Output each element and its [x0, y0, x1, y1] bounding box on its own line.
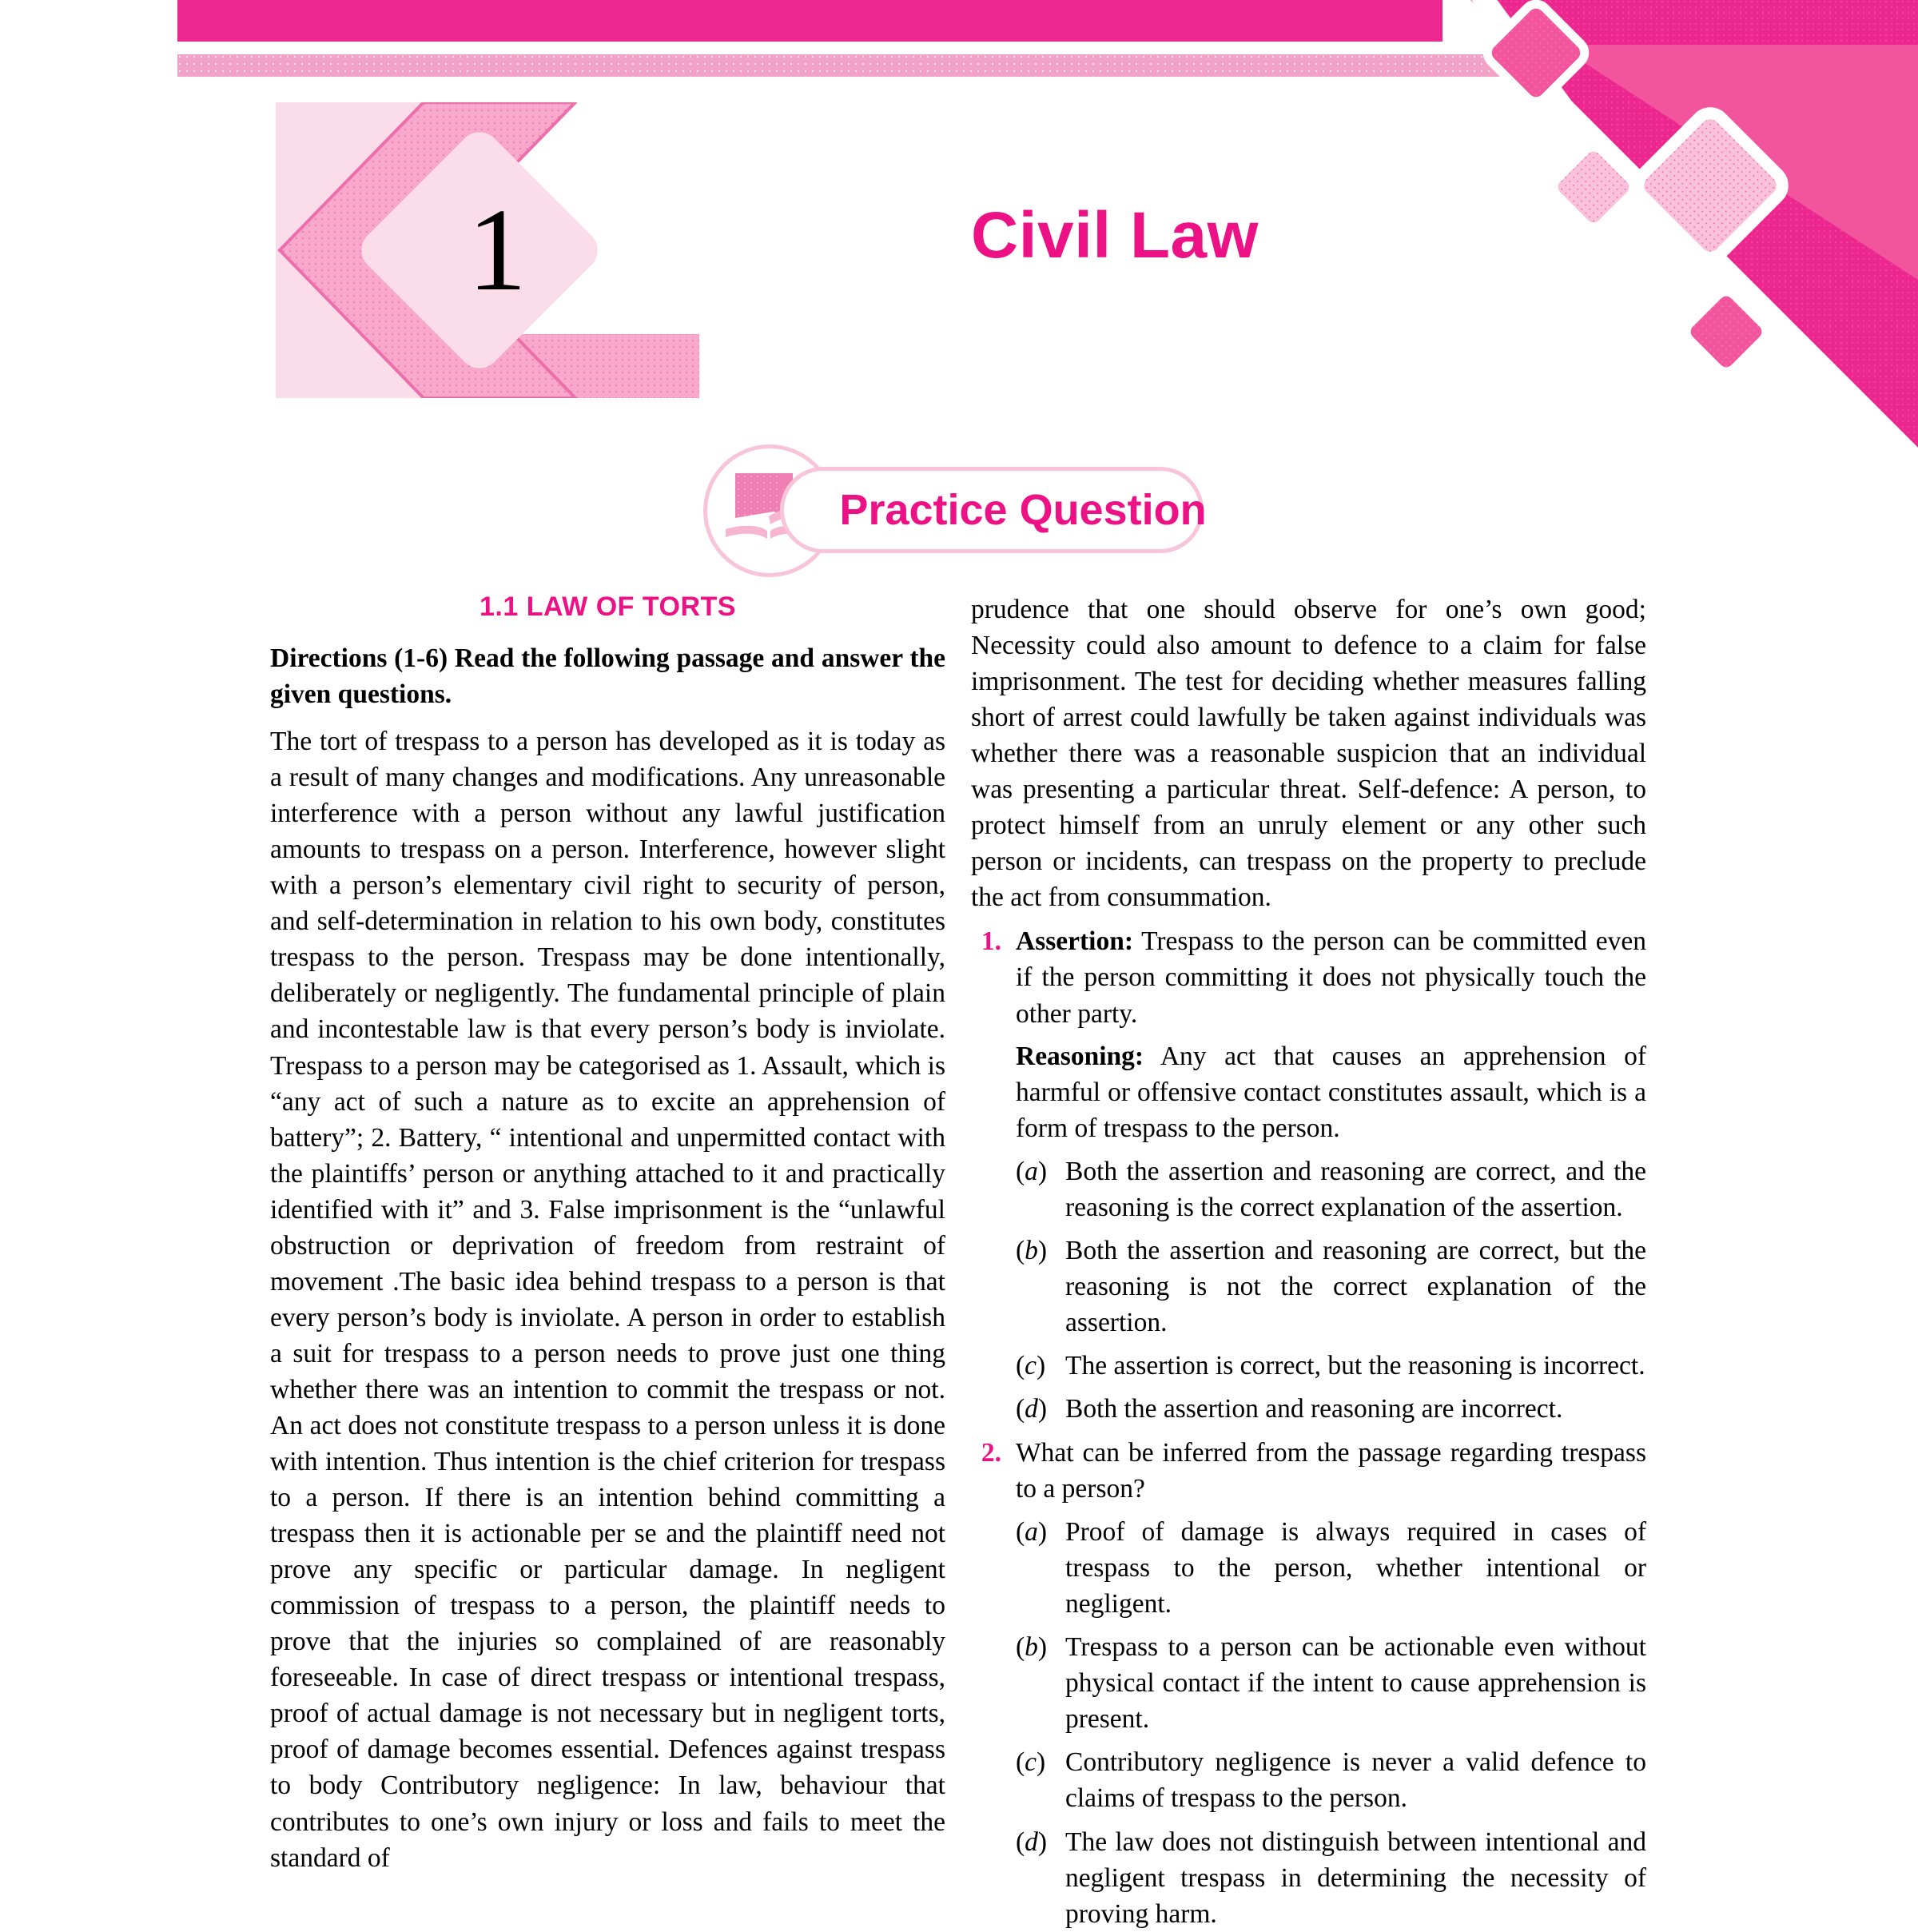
left-column	[270, 592, 945, 1932]
option-text: The law does not distinguish between intentional and negligent trespass in determining the necessity of proving harm.	[1065, 1826, 1646, 1929]
option-text: Proof of damage is always required in cases of trespass to the person, whether intentional or negligent.	[1065, 1517, 1646, 1619]
page-content	[0, 592, 1918, 1932]
practice-question-badge	[703, 444, 1223, 580]
option-item[interactable]	[1016, 1391, 1646, 1427]
option-text: The assertion is correct, but the reasoning is incorrect.	[1065, 1350, 1645, 1380]
question-text: What can be inferred from the passage regarding trespass to a person?	[1016, 1438, 1646, 1504]
option-label: (c)	[1016, 1350, 1046, 1380]
option-text: Contributory negligence is never a valid defence to claims of trespass to the person.	[1065, 1747, 1646, 1814]
option-label: (b)	[1016, 1632, 1048, 1663]
section-heading: 1.1 LAW OF TORTS	[480, 592, 736, 622]
option-label: (a)	[1016, 1156, 1048, 1186]
option-item[interactable]	[1016, 1233, 1646, 1340]
options-list	[1016, 1514, 1646, 1932]
option-label: (c)	[1016, 1747, 1046, 1778]
reasoning-statement	[1016, 1038, 1646, 1146]
question-number: 1.	[981, 926, 1001, 957]
question-item	[971, 923, 1646, 1427]
questions-list	[971, 923, 1646, 1931]
option-text: Trespass to a person can be actionable even without physical contact if the intent to cause apprehension is present.	[1065, 1632, 1646, 1735]
header-bar-primary	[177, 0, 1442, 42]
reasoning-text: Any act that causes an apprehension of harmful or offensive contact constitutes assault, which is a form of trespass to the person.	[1016, 1041, 1646, 1143]
corner-diamond-decoration	[1470, 0, 1918, 448]
question-statement	[1016, 923, 1646, 1031]
option-label: (d)	[1016, 1826, 1048, 1857]
page-title: Civil Law	[971, 199, 1259, 272]
option-item[interactable]	[1016, 1629, 1646, 1737]
option-item[interactable]	[1016, 1744, 1646, 1816]
option-text: Both the assertion and reasoning are correct, and the reasoning is the correct explanation of the assertion.	[1065, 1156, 1646, 1222]
options-list	[1016, 1153, 1646, 1427]
question-body	[1016, 923, 1646, 1427]
option-label: (a)	[1016, 1517, 1048, 1548]
header-bar-secondary	[177, 54, 1520, 77]
question-number: 2.	[981, 1438, 1001, 1468]
chapter-number: 1	[468, 185, 527, 316]
question-item	[971, 1435, 1646, 1932]
directions-text: Directions (1-6) Read the following passage and answer the given questions.	[270, 643, 945, 710]
chapter-number-badge	[276, 102, 699, 398]
option-item[interactable]	[1016, 1153, 1646, 1225]
option-text: Both the assertion and reasoning are correct, but the reasoning is not the correct explanation of the assertion.	[1065, 1235, 1646, 1337]
option-label: (b)	[1016, 1235, 1048, 1265]
question-body	[1016, 1435, 1646, 1932]
assertion-label: Assertion:	[1016, 926, 1134, 957]
reasoning-label: Reasoning:	[1016, 1041, 1144, 1071]
option-item[interactable]	[1016, 1348, 1646, 1384]
practice-question-label: Practice Question	[839, 486, 1207, 534]
option-item[interactable]	[1016, 1514, 1646, 1622]
option-label: (d)	[1016, 1393, 1048, 1424]
option-item[interactable]	[1016, 1824, 1646, 1932]
passage-text: The tort of trespass to a person has developed as it is today as a result of many changes and modifications. Any unreasonable interference with a person without any lawful justification amounts to trespass on a person. Interference, however slight with a person’s elementary civil right to security of person, and self-determination in relation to his own body, constitutes trespass to the person. Trespass may be done intentionally, deliberately or negligently. The fundamental principle of plain and incontestable law is that every person’s body is inviolate. Trespass to a person may be categorised as 1. Assault, which is “any act of such a nature as to excite an apprehension of battery”; 2. Battery, “ intentional and unpermitted contact with the plaintiffs’ person or anything attached to it and practically identified with it” and 3. False imprisonment is the “unlawful obstruction or deprivation of freedom from restraint of movement .The basic idea behind trespass to a person is that every person’s body is inviolate. A person in order to establish a suit for trespass to a person needs to prove just one thing whether there was an intention to commit the trespass or not. An act does not constitute trespass to a person unless it is done with intention. Thus intention is the chief criterion for trespass to a person. If there is an intention behind committing a trespass then it is actionable per se and the plaintiff need not prove any specific or particular damage. In negligent commission of trespass to a person, the plaintiff needs to prove that the injuries so complained of are reasonably foreseeable. In case of direct trespass or intentional trespass, proof of actual damage is not necessary but in negligent torts, proof of damage becomes essential. Defences against trespass to body Contributory negligence: In law, behaviour that contributes to one’s own injury or loss and fails to meet the standard of	[270, 727, 945, 1873]
right-column	[971, 592, 1646, 1932]
option-text: Both the assertion and reasoning are incorrect.	[1065, 1393, 1563, 1424]
assertion-text: Trespass to the person can be committed even if the person committing it does not physically touch the other party.	[1016, 926, 1646, 1029]
question-statement	[1016, 1435, 1646, 1507]
passage-continued-text: prudence that one should observe for one’s own good; Necessity could also amount to defence to a claim for false imprisonment. The test for deciding whether measures falling short of arrest could lawfully be taken against individuals was whether there was a reasonable suspicion that an individual was presenting a particular threat. Self-defence: A person, to protect himself from an unruly element or any other such person or incidents, can trespass on the property to preclude the act from consummation.	[971, 595, 1646, 913]
